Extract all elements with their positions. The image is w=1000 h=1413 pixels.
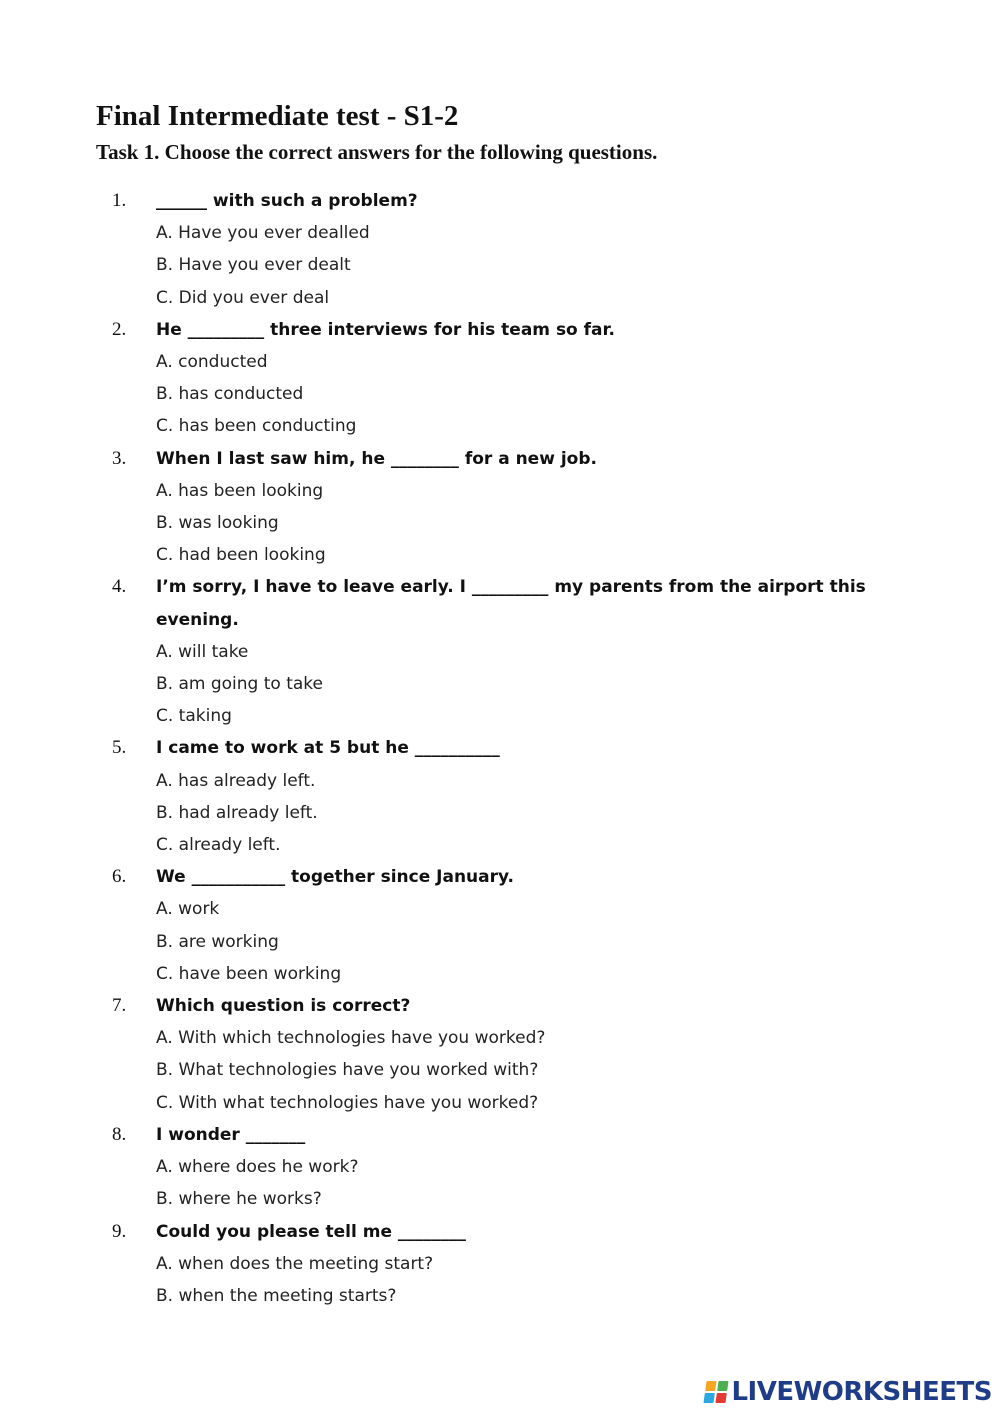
answer-option[interactable]: B. Have you ever dealt bbox=[156, 255, 351, 276]
answer-option[interactable]: B. are working bbox=[156, 931, 279, 952]
answer-option[interactable]: A. will take bbox=[156, 641, 249, 662]
question-number: 5. bbox=[112, 737, 127, 759]
logo-square bbox=[706, 1381, 717, 1391]
question-row bbox=[0, 861, 1000, 893]
answer-option[interactable]: B. was looking bbox=[156, 513, 279, 534]
answer-option[interactable]: A. conducted bbox=[156, 352, 268, 373]
question-row bbox=[0, 443, 1000, 475]
answer-option[interactable]: C. has been conducting bbox=[156, 416, 357, 437]
question-text: Could you please tell me ________ bbox=[156, 1221, 466, 1242]
answer-option[interactable]: A. where does he work? bbox=[156, 1157, 359, 1178]
answer-option[interactable]: C. have been working bbox=[156, 963, 342, 984]
answer-option[interactable]: C. Did you ever deal bbox=[156, 287, 330, 308]
question-item bbox=[0, 443, 1000, 572]
question-number: 2. bbox=[112, 318, 127, 340]
question-number: 9. bbox=[112, 1220, 127, 1242]
answer-option[interactable]: A. when does the meeting start? bbox=[156, 1253, 434, 1274]
answer-option[interactable]: C. had been looking bbox=[156, 545, 326, 566]
question-item bbox=[0, 732, 1000, 861]
answer-option[interactable]: A. work bbox=[156, 899, 220, 920]
logo-square bbox=[704, 1393, 715, 1403]
question-row bbox=[0, 314, 1000, 346]
question-text: We ___________ together since January. bbox=[156, 867, 514, 888]
question-item bbox=[0, 185, 1000, 314]
question-row bbox=[0, 1119, 1000, 1151]
question-row bbox=[0, 1216, 1000, 1248]
question-row bbox=[0, 990, 1000, 1022]
question-text: ______ with such a problem? bbox=[156, 191, 418, 211]
question-row bbox=[0, 185, 1000, 217]
question-text: Which question is correct? bbox=[156, 996, 411, 1017]
question-text: I came to work at 5 but he __________ bbox=[156, 738, 500, 759]
logo-square bbox=[718, 1381, 729, 1391]
question-text: I’m sorry, I have to leave early. I _________ my parents from the airport this evening. bbox=[156, 577, 866, 630]
answer-option[interactable]: B. has conducted bbox=[156, 384, 304, 405]
question-item bbox=[0, 861, 1000, 990]
question-number: 8. bbox=[112, 1123, 127, 1145]
question-number: 1. bbox=[112, 190, 127, 211]
logo-square bbox=[716, 1393, 727, 1403]
answer-option[interactable]: B. had already left. bbox=[156, 802, 318, 823]
question-item bbox=[0, 990, 1000, 1119]
liveworksheets-logo bbox=[705, 1377, 992, 1407]
question-row bbox=[0, 571, 1000, 635]
answer-option[interactable]: B. What technologies have you worked with? bbox=[156, 1060, 539, 1081]
question-number: 4. bbox=[112, 576, 127, 598]
answer-option[interactable]: A. has been looking bbox=[156, 480, 324, 501]
answer-option[interactable]: C. already left. bbox=[156, 835, 281, 856]
answer-option[interactable]: B. where he works? bbox=[156, 1189, 322, 1210]
question-number: 7. bbox=[112, 995, 127, 1017]
answer-option[interactable]: B. am going to take bbox=[156, 674, 323, 695]
question-item bbox=[0, 314, 1000, 443]
question-row bbox=[0, 732, 1000, 764]
answer-option[interactable]: B. when the meeting starts? bbox=[156, 1285, 397, 1306]
answer-option[interactable]: C. taking bbox=[156, 706, 232, 727]
answer-option[interactable]: C. With what technologies have you worked? bbox=[156, 1092, 539, 1113]
answer-option[interactable]: A. has already left. bbox=[156, 770, 316, 791]
question-item bbox=[0, 1119, 1000, 1216]
question-text: He _________ three interviews for his team so far. bbox=[156, 319, 615, 340]
answer-option[interactable]: A. With which technologies have you worked? bbox=[156, 1028, 546, 1049]
question-number: 3. bbox=[112, 447, 127, 469]
logo-text: LIVEWORKSHEETS bbox=[731, 1377, 992, 1407]
task-heading: Task 1. Choose the correct answers for the following questions. bbox=[96, 140, 658, 164]
answer-option[interactable]: A. Have you ever dealled bbox=[156, 223, 370, 244]
question-item bbox=[0, 571, 1000, 732]
question-text: I wonder _______ bbox=[156, 1124, 306, 1145]
question-item bbox=[0, 1216, 1000, 1313]
page-title: Final Intermediate test - S1-2 bbox=[96, 100, 459, 132]
question-text: When I last saw him, he ________ for a new job. bbox=[156, 448, 597, 469]
liveworksheets-logo-icon bbox=[704, 1381, 729, 1403]
question-number: 6. bbox=[112, 866, 127, 888]
question-list bbox=[0, 185, 1000, 1312]
